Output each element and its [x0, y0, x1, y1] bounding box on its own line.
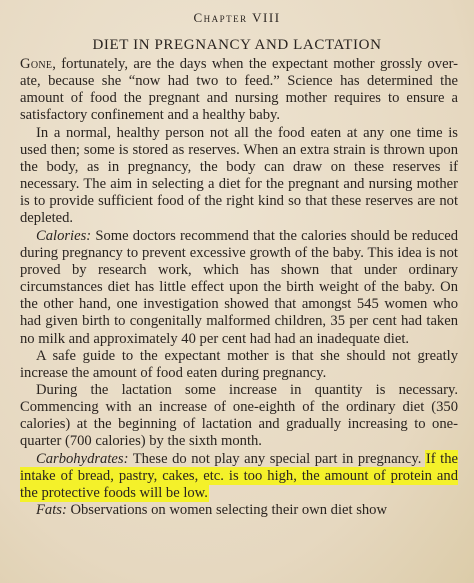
section-heading-fats: Fats: [36, 502, 67, 519]
paragraph-text: A safe guide to the expectant mother is that she should not greatly increase the amount of food eaten during pregnancy. [20, 347, 458, 381]
paragraph-intro [20, 56, 458, 125]
paragraph-carbohydrates [20, 451, 458, 502]
paragraph-lactation [20, 382, 458, 451]
chapter-label: Chapter VIII [193, 10, 281, 25]
section-heading-calories: Calories: [36, 227, 92, 244]
paragraph-text: Some doctors recommend that the calories should be reduced during pregnancy to prevent excessive growth of the baby. This idea is not proved by research work, which has shown that under ordinary circumstances diet has little effect upon the birth weight of the baby. On the other hand, one investigation showed that amongst 545 women who had given birth to congenitally malformed children, 35 per cent had taken no milk and approximately 40 per cent had had an inadequate diet. [20, 227, 458, 347]
drop-lead-word: Gone [20, 56, 53, 72]
paragraph-text: Observations on women selecting their own diet show [66, 502, 388, 519]
paragraph-text: In a normal, healthy person not all the food eaten at any one time is used then; some is stored as reserves. When an extra strain is thrown upon the body, as in pregnancy, the body can draw on these reserves if necessary. The aim in selecting a diet for the pregnant and nursing mother is to provide sufficient food of the right kind so that these reserves are not depleted. [20, 124, 458, 227]
paragraph-text: , fortunately, are the days when the expectant mother grossly over-ate, because she “now had two to feed.” Science has determined the amount of food the pregnant and nursing mother requires to ensure a satisfactory confinement and a healthy baby. [20, 56, 458, 124]
body-text [20, 56, 458, 519]
paragraph-reserves [20, 125, 458, 228]
chapter-title: DIET IN PREGNANCY AND LACTATION [92, 37, 382, 53]
paragraph-calories [20, 228, 458, 348]
section-heading-carbohydrates: Carbohydrates: [36, 450, 129, 467]
paragraph-text: These do not play any special part in pregnancy. [128, 450, 426, 467]
highlighted-passage: If the intake of bread, pastry, cakes, etc. is too high, the amount of protein and the protective foods will be low. [20, 450, 458, 501]
paragraph-safe-guide [20, 348, 458, 382]
paragraph-text: During the lactation some increase in quantity is necessary. Commencing with an increase of one-eighth of the ordinary diet (350 calories) at the beginning of lactation and gradually increasing to one-quarter (700 calories) by the sixth month. [20, 381, 458, 450]
paragraph-fats [20, 502, 458, 519]
